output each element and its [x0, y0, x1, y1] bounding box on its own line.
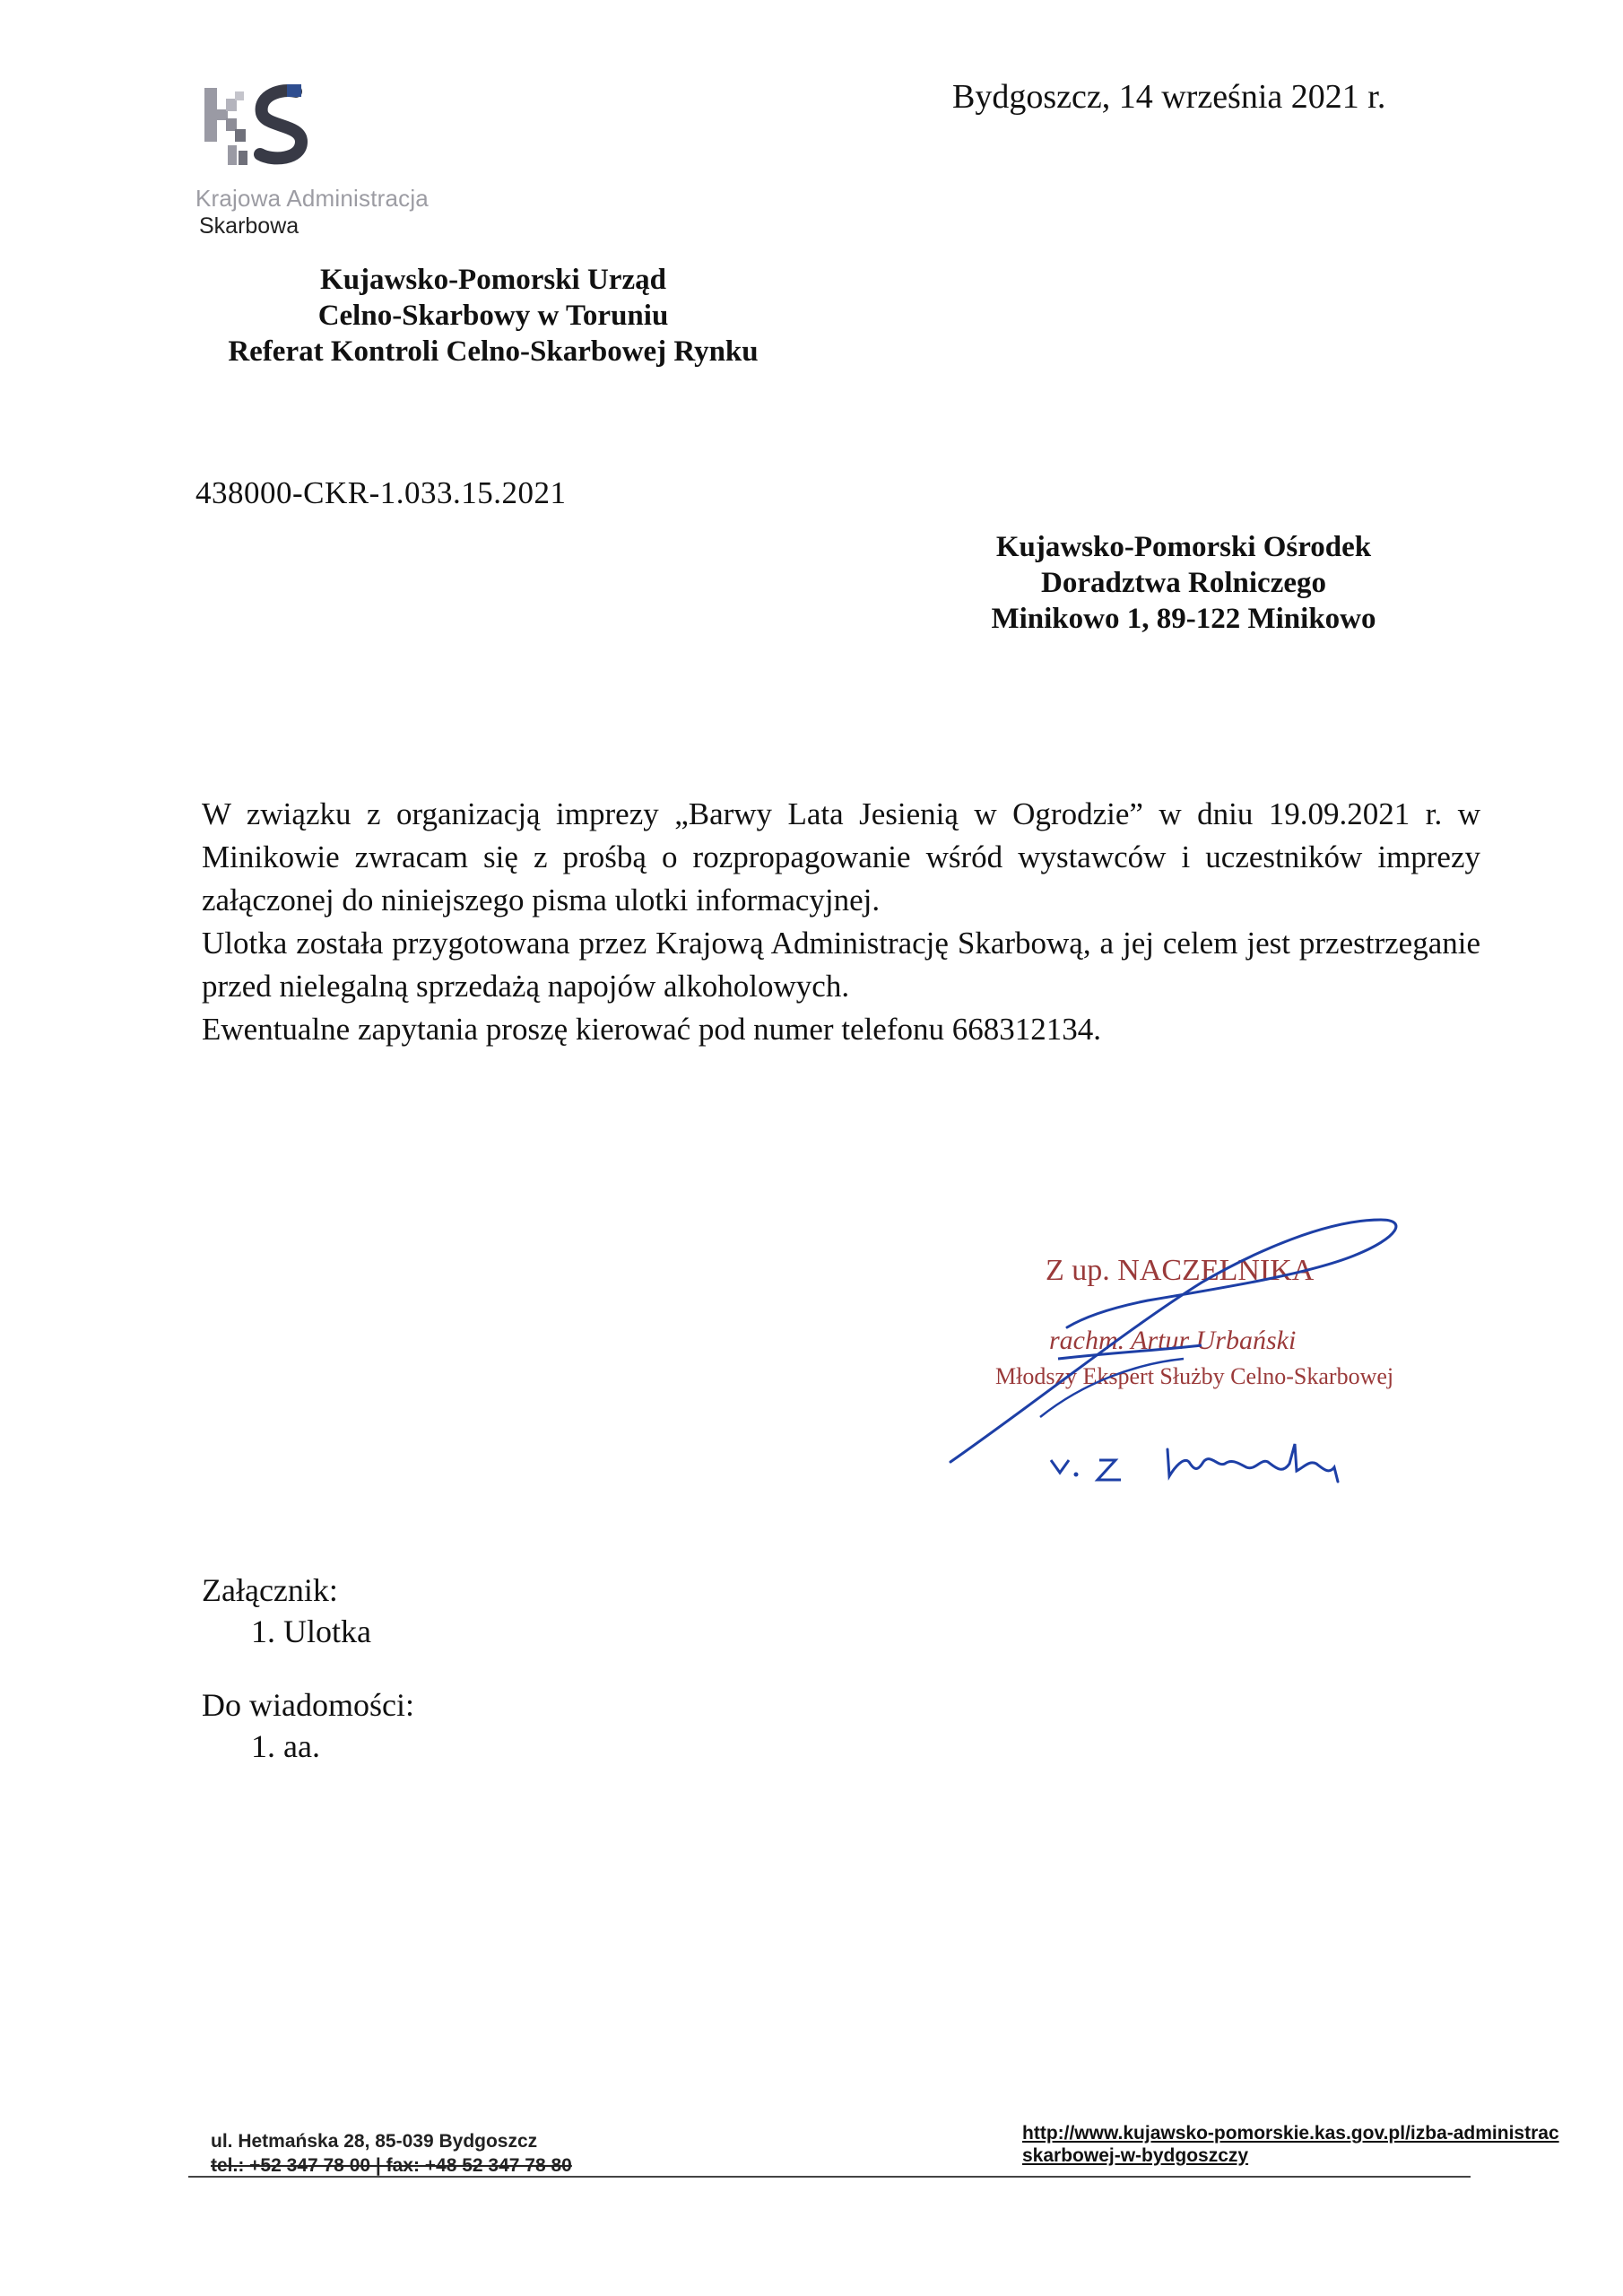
- handwritten-signature-icon: [933, 1202, 1417, 1498]
- sender-line: Kujawsko-Pomorski Urząd: [320, 264, 666, 296]
- footer-address: ul. Hetmańska 28, 85-039 Bydgoszcz: [211, 2131, 538, 2152]
- kas-logo-icon: [195, 79, 330, 169]
- cc-item: 1. aa.: [251, 1728, 320, 1764]
- recipient-line: Doradztwa Rolniczego: [1040, 567, 1326, 599]
- sender-line: Referat Kontroli Celno-Skarbowej Rynku: [228, 335, 759, 368]
- cc-title: Do wiadomości:: [202, 1687, 414, 1723]
- stamp-name: rachm. Artur Urbański: [1049, 1326, 1297, 1355]
- footer-url-line1[interactable]: http://www.kujawsko-pomorskie.kas.gov.pl/izba-administrac: [1022, 2123, 1559, 2144]
- footer-divider: [188, 2176, 1471, 2178]
- footer-contact: [211, 2129, 572, 2178]
- footer-phone: tel.: +52 347 78 00 | fax: +48 52 347 78 80: [211, 2155, 572, 2176]
- letter-body: [202, 793, 1480, 1051]
- sender-line: Celno-Skarbowy w Toruniu: [317, 300, 669, 332]
- footer-url-line2[interactable]: skarbowej-w-bydgoszczy: [1022, 2145, 1249, 2166]
- body-paragraph: Ulotka została przygotowana przez Krajową Administrację Skarbową, a jej celem jest przestrzeganie przed nielegalną sprzedażą napojów alkoholowych.: [202, 926, 1480, 1004]
- footer-url[interactable]: [1022, 2122, 1605, 2167]
- attachment-item: 1. Ulotka: [251, 1613, 371, 1649]
- body-paragraph: Ewentualne zapytania proszę kierować pod numer telefonu 668312134.: [202, 1012, 1101, 1047]
- place-date: Bydgoszcz, 14 września 2021 r.: [952, 78, 1386, 116]
- reference-number: 438000-CKR-1.033.15.2021: [195, 475, 567, 510]
- stamp-position: Młodszy Ekspert Służby Celno-Skarbowej: [995, 1363, 1394, 1389]
- recipient-block: [977, 529, 1390, 637]
- logo-text-line2: Skarbowa: [199, 213, 299, 239]
- attachments-title: Załącznik:: [202, 1572, 338, 1608]
- recipient-line: Minikowo 1, 89-122 Minikowo: [991, 603, 1376, 635]
- recipient-line: Kujawsko-Pomorski Ośrodek: [995, 531, 1372, 563]
- sender-block: [215, 262, 771, 370]
- stamp-authority: Z up. NACZELNIKA: [1046, 1254, 1315, 1287]
- logo-text-line1: Krajowa Administracja: [195, 185, 429, 212]
- body-paragraph: W związku z organizacją imprezy „Barwy Lata Jesienią w Ogrodzie” w dniu 19.09.2021 r. w Minikowie zwracam się z prośbą o rozpropagowanie wśród wystawców i uczestników imprezy załączonej do niniejszego pisma ulotki informacyjnej.: [202, 796, 1480, 918]
